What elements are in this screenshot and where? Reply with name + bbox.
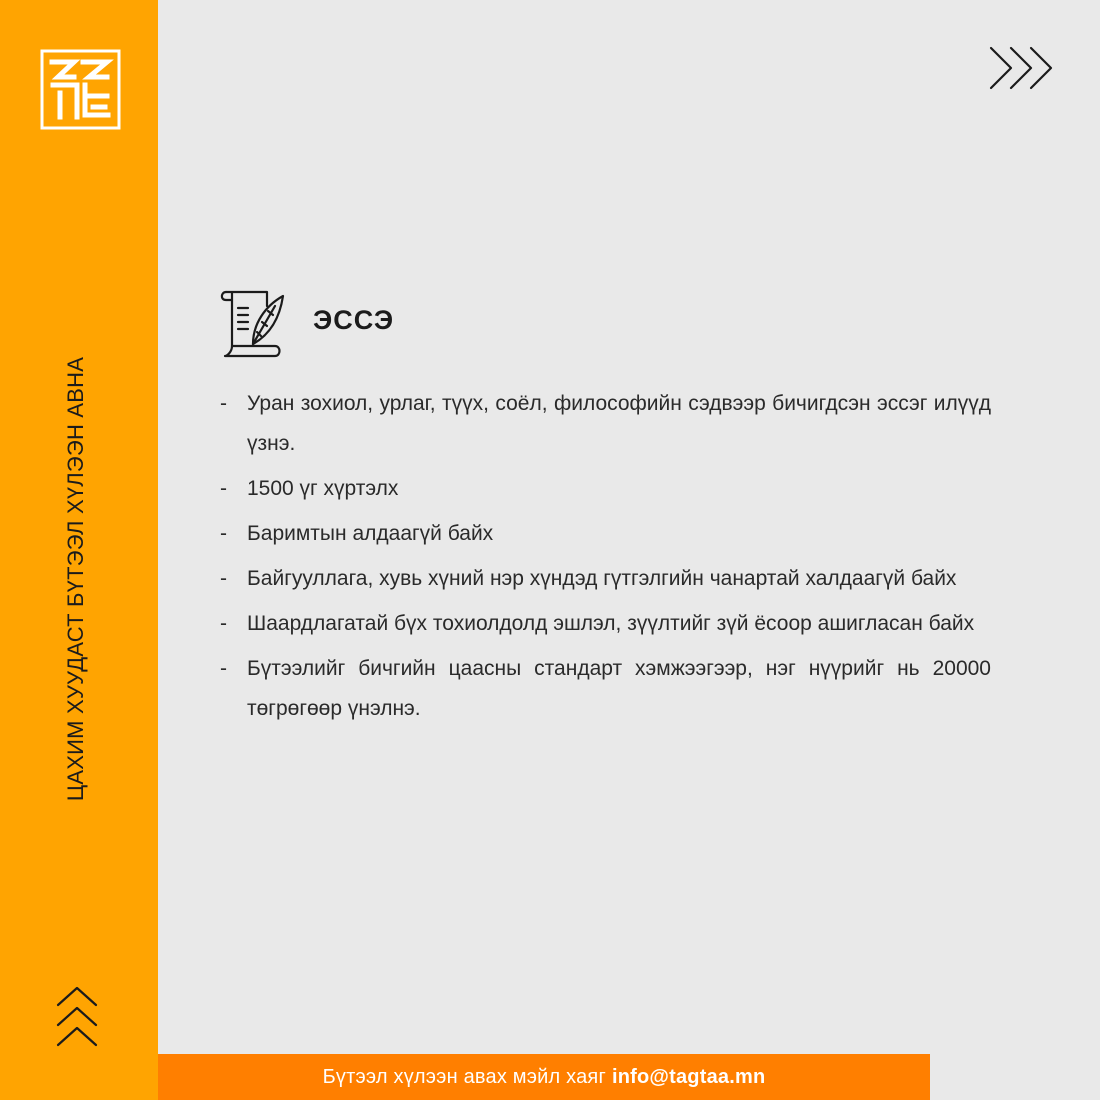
requirements-list [220,384,991,734]
list-dash: - [220,612,227,635]
list-item [220,469,991,509]
tagtaa-logo-icon [40,49,121,130]
vertical-section-title: ЦАХИМ ХУУДАСТ БҮТЭЭЛ ХҮЛЭЭН АВНА [63,356,88,802]
list-dash: - [220,477,227,500]
list-item [220,649,991,729]
list-item [220,559,991,599]
section-title: ЭССЭ [313,305,395,335]
list-dash: - [220,657,227,680]
list-item [220,514,991,554]
list-item-text: Шаардлагатай бүх тохиолдолд эшлэл, зүүлтийг зүй ёсоор ашигласан байх [247,612,975,635]
triple-chevron-right-icon[interactable] [989,46,1055,90]
list-item-text: 1500 үг хүртэлх [247,477,399,500]
double-chevron-up-icon[interactable] [56,985,98,1047]
scroll-quill-icon [217,288,287,358]
list-item-text: Уран зохиол, урлаг, түүх, соёл, философийн сэдвээр бичигдсэн эссэг илүүд үзнэ. [247,392,991,455]
list-item [220,604,991,644]
list-item-text: Баримтын алдаагүй байх [247,522,494,545]
list-item-text: Байгууллага, хувь хүний нэр хүндэд гүтгэлгийн чанартай халдаагүй байх [247,567,957,590]
list-dash: - [220,567,227,590]
footer-label: Бүтээл хүлээн авах мэйл хаяг [322,1065,606,1088]
list-item-text: Бүтээлийг бичгийн цаасны стандарт хэмжээгээр, нэг нүүрийг нь 20000 төгрөгөөр үнэлнэ. [247,657,991,720]
footer-bar [158,1054,930,1100]
list-dash: - [220,392,227,415]
list-dash: - [220,522,227,545]
list-item [220,384,991,464]
sidebar [0,0,158,1100]
email-link[interactable]: info@tagtaa.mn [611,1065,766,1088]
